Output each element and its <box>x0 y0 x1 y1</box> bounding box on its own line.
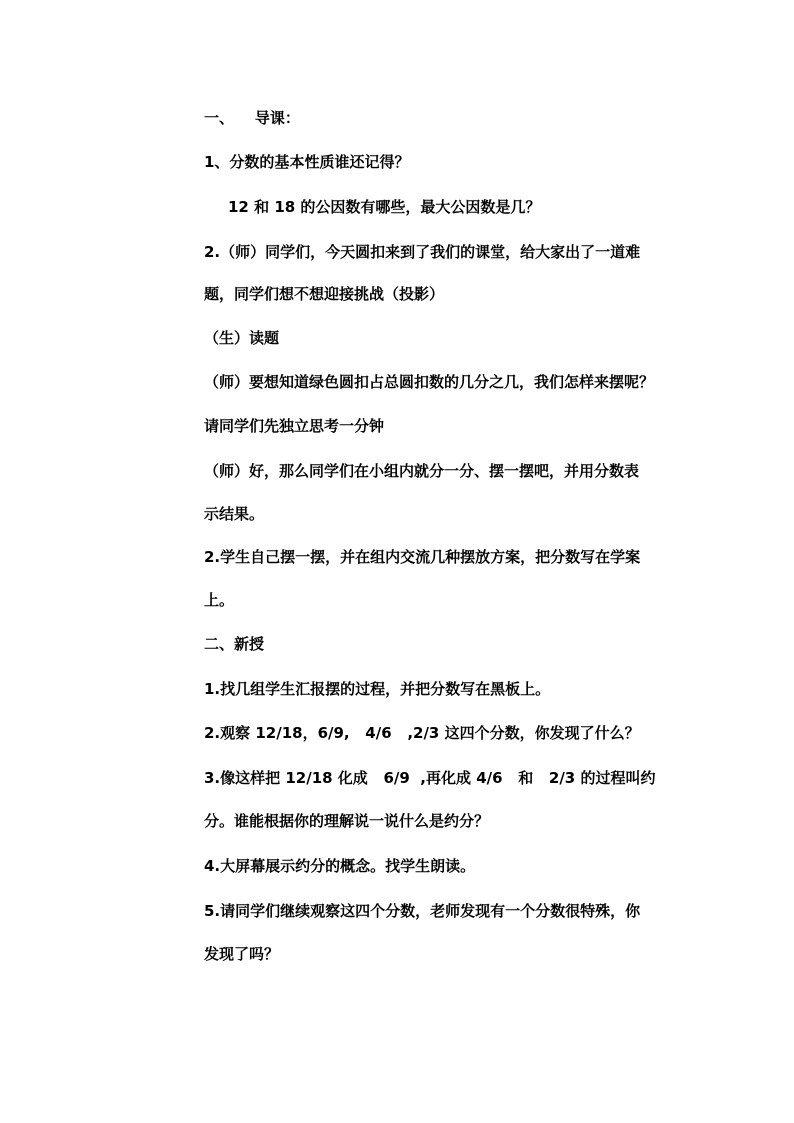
paragraph-line: 题，同学们想不想迎接挑战（投影） <box>204 285 445 303</box>
paragraph-line: 分。谁能根据你的理解说一说什么是约分？ <box>204 812 490 830</box>
paragraph-line: 4.大屏幕展示约分的概念。找学生朗读。 <box>204 857 476 875</box>
paragraph-line: 1、分数的基本性质谁还记得？ <box>204 153 410 171</box>
paragraph-line: 2.学生自己摆一摆，并在组内交流几种摆放方案，把分数写在学案 <box>204 548 641 566</box>
paragraph-line: 上。 <box>204 591 235 609</box>
paragraph-line: 2.（师）同学们，今天圆扣来到了我们的课堂，给大家出了一道难 <box>204 243 641 261</box>
paragraph-line: 示结果。 <box>204 505 265 523</box>
paragraph-line: 5.请同学们继续观察这四个分数，老师发现有一个分数很特殊，你 <box>204 902 641 920</box>
section-heading-new: 二、新授 <box>204 635 265 653</box>
paragraph-line: 发现了吗？ <box>204 945 280 963</box>
paragraph-line: 3.像这样把 12/18 化成 6/9 ,再化成 4/6 和 2/3 的过程叫约 <box>204 769 656 787</box>
paragraph-line: （生）读题 <box>204 329 280 347</box>
paragraph-line: （师）要想知道绿色圆扣占总圆扣数的几分之几，我们怎样来摆呢？ <box>204 373 655 391</box>
paragraph-line: 请同学们先独立思考一分钟 <box>204 417 385 435</box>
paragraph-line: 1.找几组学生汇报摆的过程，并把分数写在黑板上。 <box>204 680 551 698</box>
paragraph-line: 2.观察 12/18，6/9, 4/6 ,2/3 这四个分数，你发现了什么？ <box>204 724 640 742</box>
paragraph-line: （师）好，那么同学们在小组内就分一分、摆一摆吧，并用分数表 <box>204 462 640 480</box>
paragraph-line: 12 和 18 的公因数有哪些，最大公因数是几？ <box>228 198 541 216</box>
section-heading-intro: 一、 导课： <box>204 109 300 127</box>
